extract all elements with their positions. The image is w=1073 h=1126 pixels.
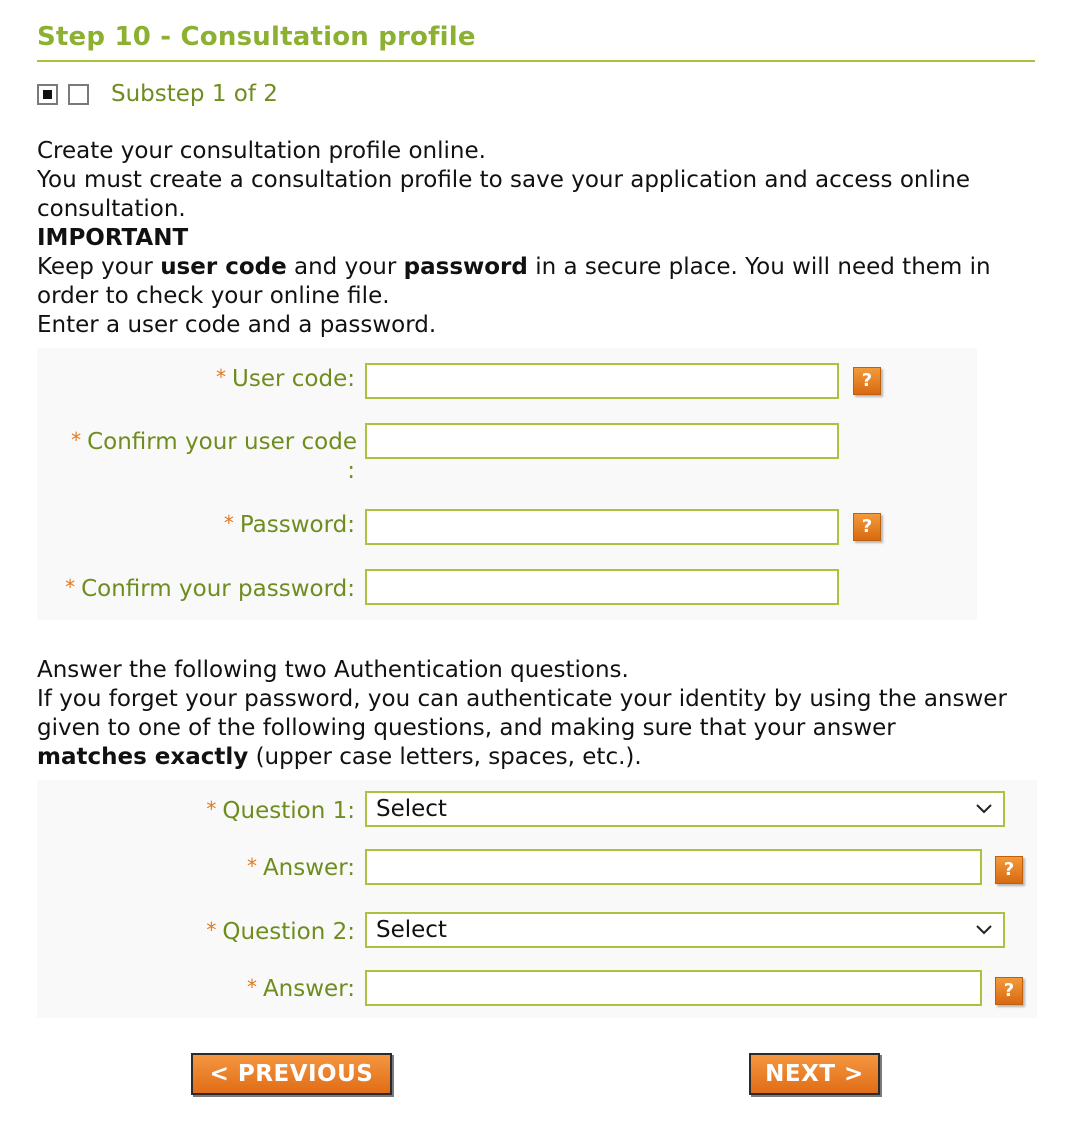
- password-help-icon[interactable]: ?: [853, 513, 881, 541]
- answer-2-label: * Answer:: [246, 975, 355, 1002]
- auth-line-1: Answer the following two Authentication questions.: [37, 657, 629, 683]
- page-title: Step 10 - Consultation profile: [37, 22, 476, 52]
- substep-2-box: [68, 84, 89, 105]
- auth-line-2: If you forget your password, you can authenticate your identity by using the answer given to one of the following questions, and making sure that your answer matches exactly (upper case letters, spaces, etc.).: [37, 686, 1007, 770]
- user-code-label: * User code:: [216, 365, 355, 392]
- answer-1-field[interactable]: [365, 849, 982, 885]
- user-code-help-icon[interactable]: ?: [853, 367, 881, 395]
- confirm-user-code-field[interactable]: [365, 423, 839, 459]
- chevron-down-icon: [975, 800, 993, 818]
- question-2-select[interactable]: [365, 912, 1005, 948]
- substep-indicator: [37, 80, 278, 108]
- confirm-user-code-label: * Confirm your user code :: [71, 428, 357, 484]
- keep-secure-text: Keep your user code and your password in a secure place. You will need them in order to check your online file.: [37, 254, 991, 309]
- substep-1-box: [37, 84, 58, 105]
- previous-button[interactable]: < PREVIOUS: [191, 1053, 392, 1095]
- confirm-password-label: * Confirm your password:: [65, 575, 355, 602]
- question-1-selected-value: Select: [376, 796, 447, 822]
- intro-line-2: You must create a consultation profile to save your application and access online consultation.: [37, 167, 970, 222]
- answer-2-field[interactable]: [365, 970, 982, 1006]
- password-field[interactable]: [365, 509, 839, 545]
- auth-instructions: [37, 656, 1037, 772]
- question-1-select[interactable]: [365, 791, 1005, 827]
- enter-instruction: Enter a user code and a password.: [37, 312, 437, 338]
- substep-label: Substep 1 of 2: [111, 81, 278, 107]
- title-divider: [37, 60, 1035, 62]
- question-1-label: * Question 1:: [206, 797, 355, 824]
- password-label: * Password:: [223, 511, 355, 538]
- current-substep-marker: [43, 90, 52, 99]
- answer-1-label: * Answer:: [246, 854, 355, 881]
- answer-2-help-icon[interactable]: ?: [995, 977, 1023, 1005]
- question-2-label: * Question 2:: [206, 918, 355, 945]
- important-heading: IMPORTANT: [37, 225, 189, 251]
- chevron-down-icon: [975, 921, 993, 939]
- intro-text: [37, 137, 1037, 340]
- intro-line-1: Create your consultation profile online.: [37, 138, 486, 164]
- question-2-selected-value: Select: [376, 917, 447, 943]
- confirm-password-field[interactable]: [365, 569, 839, 605]
- answer-1-help-icon[interactable]: ?: [995, 856, 1023, 884]
- user-code-field[interactable]: [365, 363, 839, 399]
- next-button[interactable]: NEXT >: [749, 1053, 880, 1095]
